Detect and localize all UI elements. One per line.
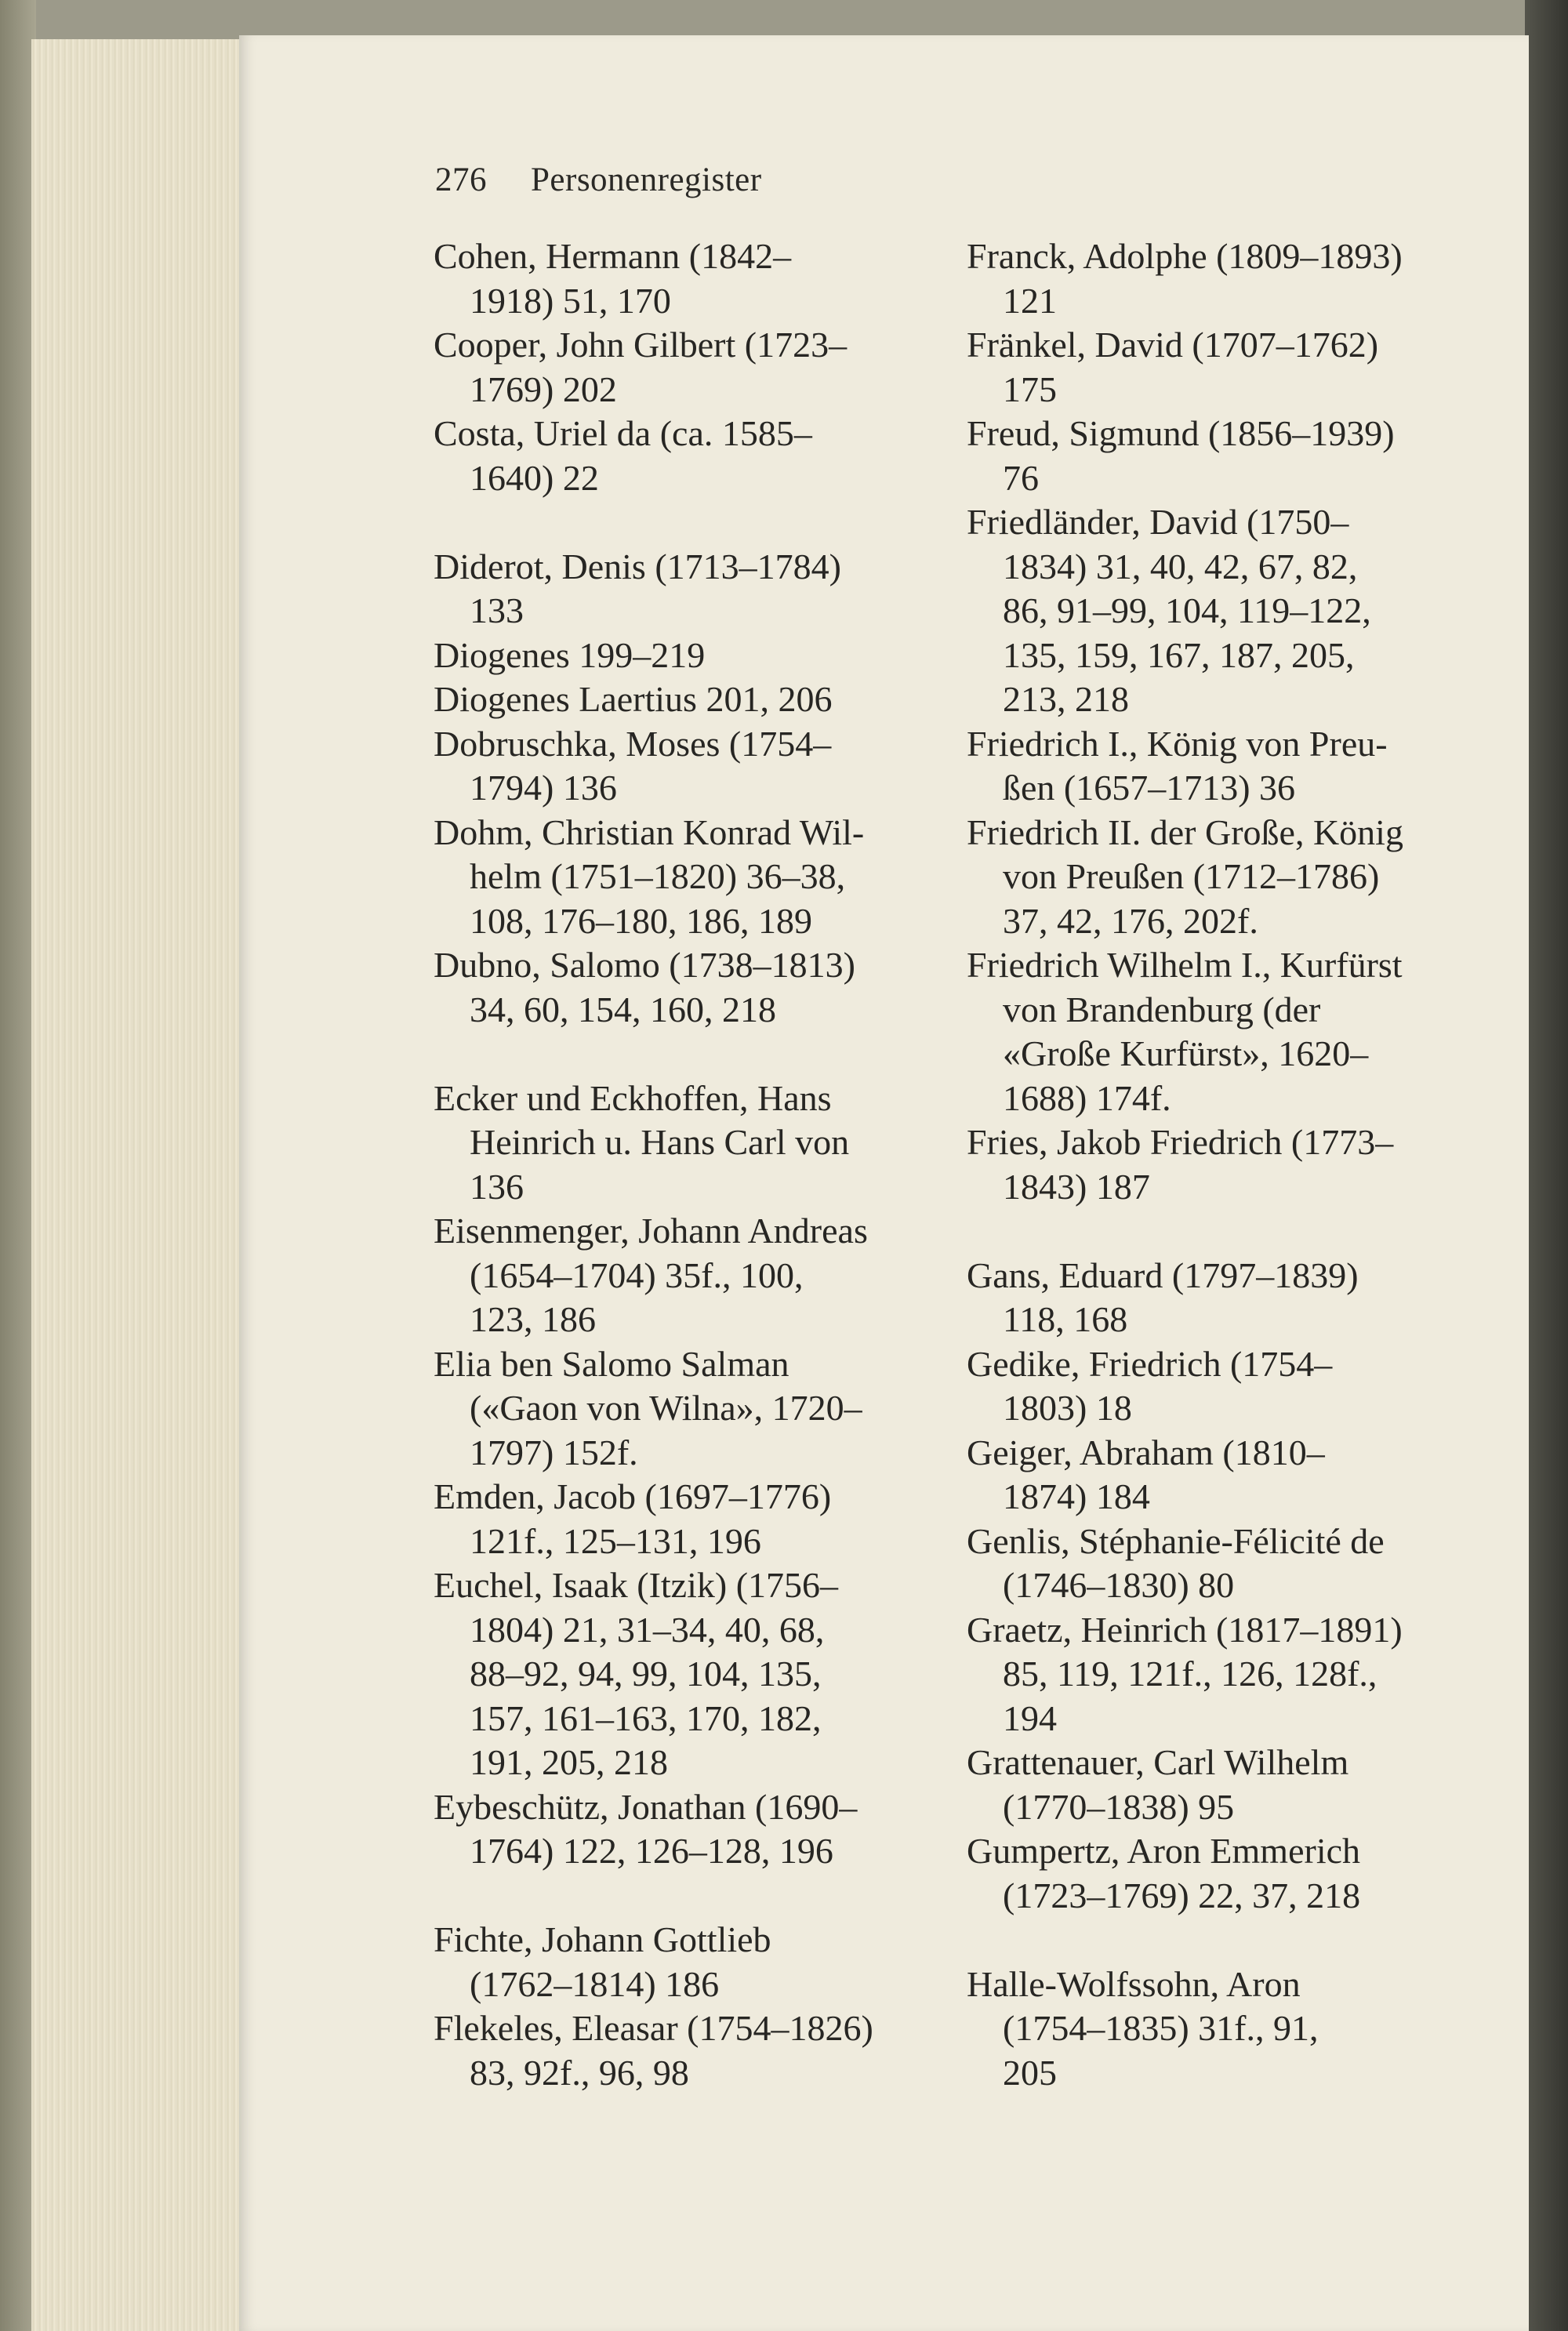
index-entry: Cooper, John Gilbert (1723– 1769) 202	[434, 325, 848, 409]
index-entry: Flekeles, Eleasar (1754–1826) 83, 92f., 96, 98	[434, 2008, 873, 2093]
letter-group-gap	[434, 1874, 982, 1919]
index-entry: Friedrich Wilhelm I., Kurfürst von Brandenburg (der «Große Kurfürst», 1620– 1688) 174f.	[967, 945, 1403, 1118]
index-entry: Halle-Wolfssohn, Aron (1754–1835) 31f., 91, 205	[967, 1963, 1319, 2093]
index-column-left	[434, 234, 982, 2095]
index-entry: Fries, Jakob Friedrich (1773– 1843) 187	[967, 1122, 1394, 1207]
index-entry: Ecker und Eckhoffen, Hans Heinrich u. Hans Carl von 136	[434, 1077, 850, 1207]
page-block-edge	[31, 39, 245, 2331]
index-entry: Eybeschütz, Jonathan (1690– 1764) 122, 126–128, 196	[434, 1786, 858, 1871]
index-entry: Franck, Adolphe (1809–1893) 121	[967, 236, 1403, 321]
index-entry: Diogenes 199–219	[434, 634, 706, 675]
letter-group-gap	[967, 1209, 1515, 1254]
index-entry: Diogenes Laertius 201, 206	[434, 679, 833, 719]
index-entry: Dobruschka, Moses (1754– 1794) 136	[434, 723, 832, 808]
index-entry: Friedländer, David (1750– 1834) 31, 40, 42, 67, 82, 86, 91–99, 104, 119–122, 135, 159, 167, 187, 205, 213, 218	[967, 502, 1371, 719]
book-page	[239, 35, 1529, 2331]
running-head-title: Personenregister	[531, 162, 762, 198]
page-number: 276	[435, 162, 487, 198]
index-entry: Fichte, Johann Gottlieb (1762–1814) 186	[434, 1919, 771, 2004]
index-entry: Friedrich II. der Große, König von Preußen (1712–1786) 37, 42, 176, 202f.	[967, 811, 1403, 941]
index-entry: Dubno, Salomo (1738–1813) 34, 60, 154, 160, 218	[434, 945, 855, 1029]
index-entry: Euchel, Isaak (Itzik) (1756– 1804) 21, 31–34, 40, 68, 88–92, 94, 99, 104, 135, 157, 161–163, 170, 182, 191, 205, 218	[434, 1565, 839, 1782]
index-entry: Geiger, Abraham (1810– 1874) 184	[967, 1432, 1325, 1516]
index-entry: Gumpertz, Aron Emmerich (1723–1769) 22, 37, 218	[967, 1831, 1361, 1915]
index-entry: Cohen, Hermann (1842– 1918) 51, 170	[434, 236, 792, 321]
letter-group-gap	[434, 500, 982, 545]
index-entry: Friedrich I., König von Preu- ßen (1657–1713) 36	[967, 723, 1388, 808]
index-entry: Elia ben Salomo Salman («Gaon von Wilna», 1720– 1797) 152f.	[434, 1343, 862, 1472]
index-entry: Diderot, Denis (1713–1784) 133	[434, 546, 841, 630]
index-entry: Emden, Jacob (1697–1776) 121f., 125–131, 196	[434, 1476, 832, 1561]
index-entry: Costa, Uriel da (ca. 1585– 1640) 22	[434, 413, 812, 498]
index-entry: Gedike, Friedrich (1754– 1803) 18	[967, 1343, 1333, 1428]
index-entry: Freud, Sigmund (1856–1939) 76	[967, 413, 1395, 498]
running-head	[435, 161, 762, 199]
index-entry: Gans, Eduard (1797–1839) 118, 168	[967, 1254, 1359, 1339]
index-entry: Eisenmenger, Johann Andreas (1654–1704) 35f., 100, 123, 186	[434, 1211, 868, 1339]
letter-group-gap	[434, 1032, 982, 1077]
index-entry: Grattenauer, Carl Wilhelm (1770–1838) 95	[967, 1742, 1349, 1827]
index-entry: Genlis, Stéphanie-Félicité de (1746–1830) 80	[967, 1520, 1385, 1605]
index-entry: Fränkel, David (1707–1762) 175	[967, 325, 1379, 409]
letter-group-gap	[967, 1918, 1515, 1962]
binding-edge	[1525, 0, 1568, 2331]
index-column-right	[967, 234, 1515, 2095]
index-entry: Graetz, Heinrich (1817–1891) 85, 119, 121f., 126, 128f., 194	[967, 1609, 1403, 1738]
index-entry: Dohm, Christian Konrad Wil- helm (1751–1820) 36–38, 108, 176–180, 186, 189	[434, 811, 865, 941]
